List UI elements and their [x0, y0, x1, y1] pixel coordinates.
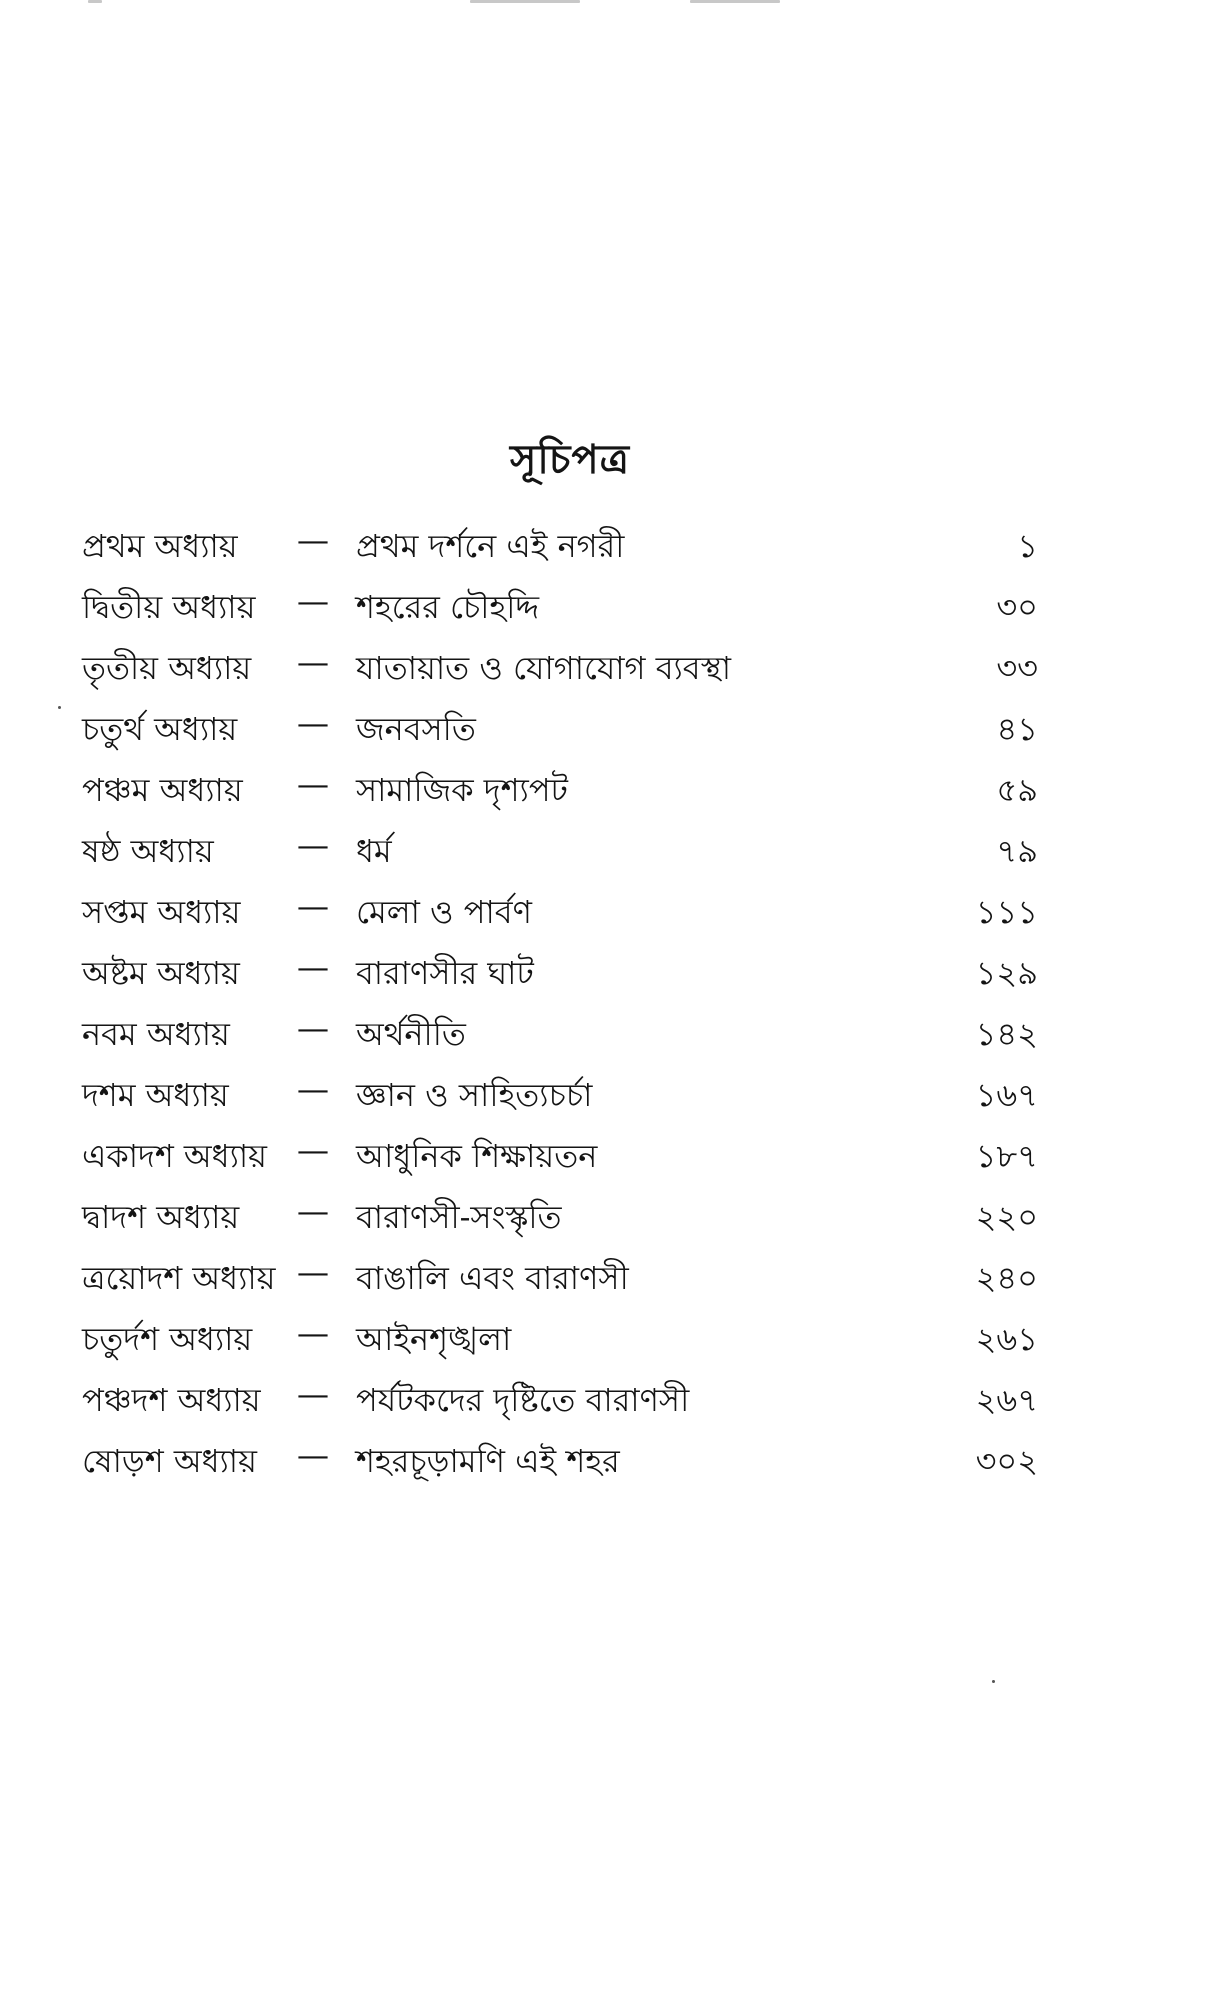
page-number: ৩০২ — [975, 1442, 1038, 1480]
page-number: ১ — [1017, 527, 1038, 565]
chapter-label: ত্রয়োদশ অধ্যায় — [82, 1259, 276, 1297]
chapter-subject: শহরচূড়ামণি এই শহর — [356, 1442, 620, 1480]
paper-speck — [58, 706, 61, 709]
chapter-subject: আধুনিক শিক্ষায়তন — [356, 1137, 598, 1175]
chapter-label: দ্বাদশ অধ্যায় — [82, 1198, 240, 1236]
chapter-label: তৃতীয় অধ্যায় — [82, 649, 252, 687]
toc-entry-14 — [0, 1308, 1218, 1369]
chapter-label: চতুর্থ অধ্যায় — [82, 710, 238, 748]
separator-dash: — — [297, 765, 329, 803]
page-number: ২৬১ — [975, 1320, 1038, 1358]
page-number: ২৬৭ — [975, 1381, 1038, 1419]
table-of-contents — [0, 515, 1218, 1491]
toc-entry-10 — [0, 1064, 1218, 1125]
chapter-label: সপ্তম অধ্যায় — [82, 893, 241, 931]
chapter-label: পঞ্চদশ অধ্যায় — [82, 1381, 261, 1419]
separator-dash: — — [297, 826, 329, 864]
chapter-subject: বারাণসী-সংস্কৃতি — [356, 1198, 562, 1236]
separator-dash: — — [297, 1375, 329, 1413]
chapter-label: নবম অধ্যায় — [82, 1015, 230, 1053]
separator-dash: — — [297, 1009, 329, 1047]
separator-dash: — — [297, 1192, 329, 1230]
chapter-label: প্রথম অধ্যায় — [82, 527, 238, 565]
separator-dash: — — [297, 1253, 329, 1291]
toc-entry-7 — [0, 881, 1218, 942]
separator-dash: — — [297, 643, 329, 681]
chapter-subject: শহরের চৌহদ্দি — [356, 588, 540, 626]
separator-dash: — — [297, 1314, 329, 1352]
chapter-subject: পর্যটকদের দৃষ্টিতে বারাণসী — [356, 1381, 690, 1419]
chapter-subject: জনবসতি — [356, 710, 476, 748]
chapter-label: চতুর্দশ অধ্যায় — [82, 1320, 253, 1358]
page-number: ১১১ — [975, 893, 1038, 931]
separator-dash: — — [297, 1131, 329, 1169]
page-number: ১৪২ — [975, 1015, 1038, 1053]
page-number: ৩৩ — [996, 649, 1038, 687]
chapter-label: একাদশ অধ্যায় — [82, 1137, 267, 1175]
chapter-label: পঞ্চম অধ্যায় — [82, 771, 243, 809]
top-edge-marks — [0, 0, 1218, 6]
chapter-label: দ্বিতীয় অধ্যায় — [82, 588, 256, 626]
separator-dash: — — [297, 1436, 329, 1474]
page-number: ১৮৭ — [975, 1137, 1038, 1175]
chapter-label: অষ্টম অধ্যায় — [82, 954, 240, 992]
chapter-subject: প্রথম দর্শনে এই নগরী — [356, 527, 625, 565]
toc-entry-12 — [0, 1186, 1218, 1247]
chapter-subject: মেলা ও পার্বণ — [356, 893, 532, 931]
page-number: ৩০ — [996, 588, 1038, 626]
separator-dash: — — [297, 704, 329, 742]
toc-entry-13 — [0, 1247, 1218, 1308]
toc-entry-1 — [0, 515, 1218, 576]
page-number: ২২০ — [975, 1198, 1038, 1236]
toc-entry-9 — [0, 1003, 1218, 1064]
toc-entry-11 — [0, 1125, 1218, 1186]
chapter-subject: আইনশৃঙ্খলা — [356, 1320, 512, 1358]
toc-entry-2 — [0, 576, 1218, 637]
chapter-subject: বাঙালি এবং বারাণসী — [356, 1259, 629, 1297]
chapter-subject: সামাজিক দৃশ্যপট — [356, 771, 568, 809]
chapter-subject: জ্ঞান ও সাহিত্যচর্চা — [356, 1076, 593, 1114]
separator-dash: — — [297, 1070, 329, 1108]
separator-dash: — — [297, 521, 329, 559]
page-number: ৭৯ — [996, 832, 1038, 870]
separator-dash: — — [297, 948, 329, 986]
toc-entry-3 — [0, 637, 1218, 698]
chapter-label: ষষ্ঠ অধ্যায় — [82, 832, 214, 870]
separator-dash: — — [297, 887, 329, 925]
page-number: ১৬৭ — [975, 1076, 1038, 1114]
separator-dash: — — [297, 582, 329, 620]
chapter-label: দশম অধ্যায় — [82, 1076, 229, 1114]
toc-entry-6 — [0, 820, 1218, 881]
toc-entry-5 — [0, 759, 1218, 820]
paper-speck — [992, 1680, 995, 1683]
page-number: ৪১ — [996, 710, 1038, 748]
toc-entry-15 — [0, 1369, 1218, 1430]
page-number: ১২৯ — [975, 954, 1038, 992]
page-title: সূচিপত্র — [510, 436, 630, 483]
chapter-subject: অর্থনীতি — [356, 1015, 466, 1053]
chapter-subject: যাতায়াত ও যোগাযোগ ব্যবস্থা — [356, 649, 732, 687]
chapter-subject: বারাণসীর ঘাট — [356, 954, 534, 992]
toc-entry-8 — [0, 942, 1218, 1003]
toc-entry-16 — [0, 1430, 1218, 1491]
toc-entry-4 — [0, 698, 1218, 759]
chapter-label: ষোড়শ অধ্যায় — [82, 1442, 257, 1480]
page-number: ৫৯ — [996, 771, 1038, 809]
chapter-subject: ধর্ম — [356, 832, 392, 870]
page-number: ২৪০ — [975, 1259, 1038, 1297]
